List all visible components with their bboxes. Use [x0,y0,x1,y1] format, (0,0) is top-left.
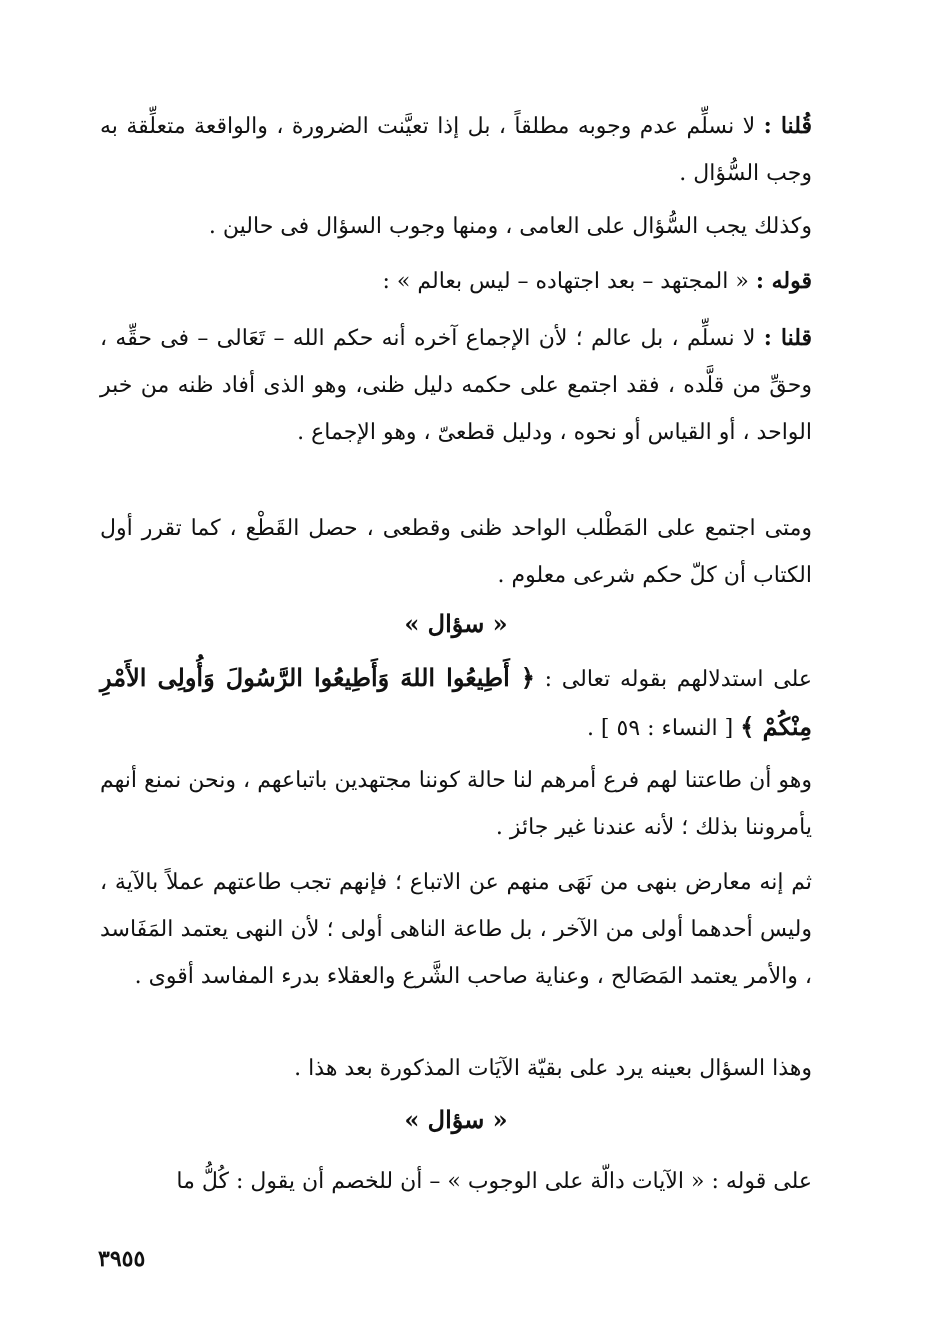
question-1 [100,654,812,752]
paragraph-8-text: وهذا السؤال بعينه يرد على بقيّة الآيَات المذكورة بعد هذا . [294,1056,812,1081]
paragraph-2 [100,203,812,250]
paragraph-7 [100,859,812,1000]
last-line [100,1158,812,1205]
paragraph-8 [100,1045,812,1092]
verse-citation: [ النساء : ٥٩ ] . [586,716,741,741]
paragraph-3-text: « المجتهد – بعد اجتهاده – ليس بعالم » : [382,269,756,294]
section-heading-2: « سؤال » [404,1105,508,1134]
paragraph-3 [100,258,812,305]
paragraph-3-lead: قوله : [755,268,812,294]
paragraph-5-text: ومتى اجتمع على المَطْلب الواحد ظنى وقطعى ، حصل القَطْع ، كما تقرر أول الكتاب أن كلّ حكم شرعى معلوم . [100,516,812,588]
paragraph-4-lead: قلنا : [763,325,813,351]
question-1-intro: على استدلالهم بقوله تعالى : [534,667,812,692]
paragraph-1-text: لا نسلِّم عدم وجوبه مطلقاً ، بل إذا تعيَّنت الضرورة ، والواقعة متعلِّقة به وجب السُّؤال . [100,114,812,186]
paragraph-6-text: وهو أن طاعتنا لهم فرع أمرهم لنا حالة كوننا مجتهدين باتباعهم ، ونحن نمنع أنهم يأمروننا بذلك ؛ لأنه عندنا غير جائز . [100,768,812,840]
paragraph-1-lead: قُلنا : [763,113,812,139]
page-number: ٣٩٥٥ [98,1246,146,1272]
paragraph-2-text: وكذلك يجب السُّؤال على العامى ، ومنها وجوب السؤال فى حالين . [208,214,812,239]
quran-verse: ﴿ أَطِيعُوا اللهَ وَأَطِيعُوا الرَّسُولَ وَأُولِى الأَمْرِ مِنْكُمْ ﴾ [100,663,812,741]
paragraph-7-text: ثم إنه معارض بنهى من نَهَى منهم عن الاتباع ؛ فإنهم تجب طاعتهم عملاً بالآية ، وليس أحدهما أولى من الآخر ، بل طاعة الناهى أولى ؛ لأن النهى يعتمد المَفَاسد ، والأمر يعتمد المَصَالح ، وعناية صاحب الشَّرع والعقلاء بدرء المفاسد أقوى . [100,870,812,989]
section-heading-1: « سؤال » [404,609,508,638]
paragraph-4 [100,315,812,456]
paragraph-4-text: لا نسلِّم ، بل عالم ؛ لأن الإجماع آخره أنه حكم الله – تَعَالى – فى حقِّه ، وحقِّ من قلَّده ، فقد اجتمع على حكمه دليل ظنى، وهو الذى أفاد ظنه من خبر الواحد ، أو القياس أو نحوه ، ودليل قطعىّ ، وهو الإجماع . [100,326,812,445]
last-line-text: على قوله : « الآيات دالّة على الوجوب » – أن للخصم أن يقول : كُلُّ ما [176,1169,812,1194]
paragraph-6 [100,757,812,851]
paragraph-1 [100,103,812,197]
paragraph-5 [100,505,812,599]
